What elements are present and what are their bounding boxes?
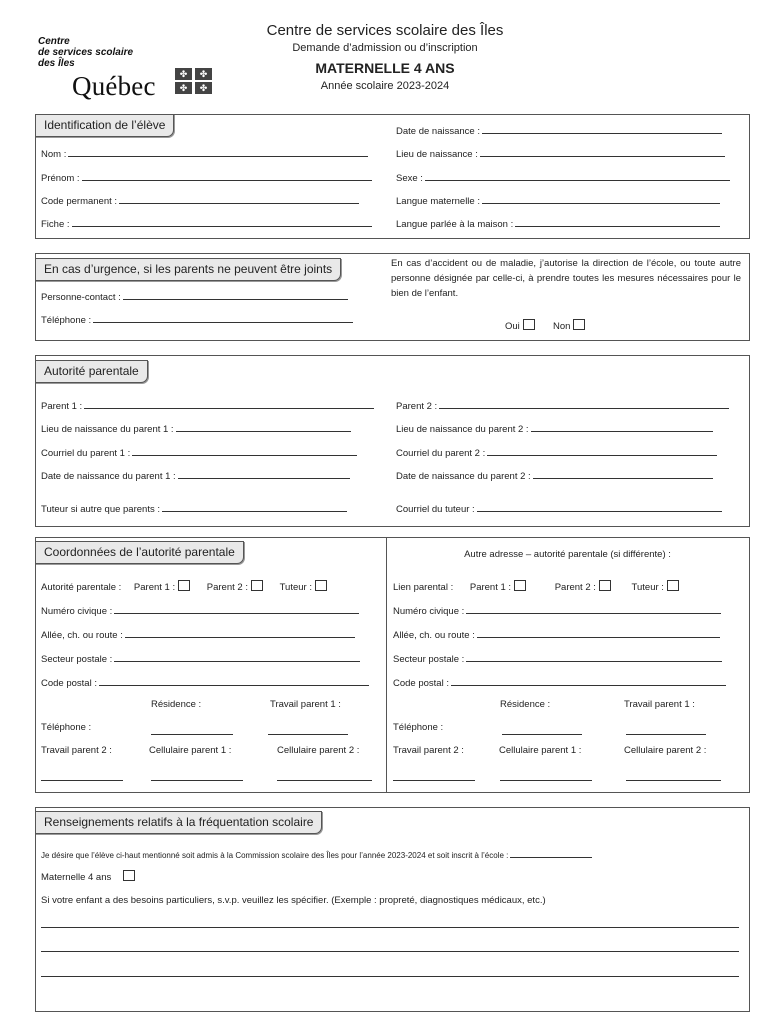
personne-contact-label: Personne-contact :	[41, 292, 121, 303]
autre-cellulaire-parent1-input[interactable]	[500, 780, 592, 781]
autre-residence-label: Résidence :	[500, 699, 551, 710]
autre-allee-field[interactable]	[393, 628, 720, 641]
prenom-field[interactable]	[41, 171, 372, 184]
non-label: Non	[553, 321, 571, 332]
autre-cellulaire-parent1-label: Cellulaire parent 1 :	[499, 745, 582, 756]
fiche-label: Fiche :	[41, 219, 70, 230]
telephone-urgence-field[interactable]	[41, 313, 353, 326]
maternelle-checkbox[interactable]	[41, 870, 135, 883]
telephone-urgence-label: Téléphone :	[41, 315, 92, 326]
besoins-line-3[interactable]	[41, 976, 739, 977]
autre-telephone-travail-parent1-input[interactable]	[626, 734, 706, 735]
autre-travail-parent1-label: Travail parent 1 :	[624, 699, 695, 710]
program-title: MATERNELLE 4 ANS	[315, 60, 455, 76]
lieu-parent1-label: Lieu de naissance du parent 1 :	[41, 424, 174, 435]
ecole-field[interactable]	[41, 850, 592, 860]
autre-numero-civique-field[interactable]	[393, 604, 721, 617]
parent2-field[interactable]	[396, 399, 729, 412]
courriel-parent2-label: Courriel du parent 2 :	[396, 448, 486, 459]
langue-maternelle-field[interactable]	[396, 194, 720, 207]
autre-cellulaire-parent2-label: Cellulaire parent 2 :	[624, 745, 707, 756]
autre-telephone-residence-input[interactable]	[502, 734, 582, 735]
urgence-tab: En cas d’urgence, si les parents ne peuvent être joints	[35, 258, 341, 281]
autre-secteur-field[interactable]	[393, 652, 722, 665]
non-checkbox[interactable]	[553, 319, 585, 332]
logo-line-2: de services scolaire	[38, 47, 134, 58]
autorite-parent1-label: Parent 1 :	[133, 582, 176, 593]
autre-telephone-label: Téléphone :	[393, 722, 444, 733]
lieu-parent2-field[interactable]	[396, 422, 713, 435]
quebec-wordmark: Québec	[72, 71, 156, 101]
personne-contact-field[interactable]	[41, 290, 348, 303]
autorite-parentale-label: Autorité parentale :	[41, 582, 122, 593]
parent2-label: Parent 2 :	[396, 401, 438, 412]
tuteur-field[interactable]	[41, 502, 347, 515]
courriel-parent2-field[interactable]	[396, 446, 717, 459]
code-postal-label: Code postal :	[41, 678, 97, 689]
desire-text: Je désire que l’élève ci-haut mentionné soit admis à la Commission scolaire des Îles pour l’année 2023-2024 et soit inscrit à l’école :	[41, 851, 509, 860]
lien-parent1-checkbox[interactable]	[470, 582, 526, 593]
autre-cellulaire-parent2-input[interactable]	[626, 780, 721, 781]
besoins-line-1[interactable]	[41, 927, 739, 928]
telephone-residence-input[interactable]	[151, 734, 233, 735]
logo-line-1: Centre	[38, 36, 70, 47]
lieu-naissance-label: Lieu de naissance :	[396, 149, 478, 160]
date-parent1-field[interactable]	[41, 469, 350, 482]
allee-field[interactable]	[41, 628, 355, 641]
sexe-field[interactable]	[396, 171, 730, 184]
tuteur-label: Tuteur si autre que parents :	[41, 504, 160, 515]
besoins-instructions: Si votre enfant a des besoins particuliers, s.v.p. veuillez les spécifier. (Exemple : propreté, diagnostiques médicaux, etc.)	[41, 895, 546, 906]
telephone-label: Téléphone :	[41, 722, 92, 733]
code-permanent-field[interactable]	[41, 194, 359, 207]
travail-parent2-label: Travail parent 2 :	[41, 745, 112, 756]
coordonnees-tab: Coordonnées de l’autorité parentale	[35, 541, 244, 564]
langue-maison-label: Langue parlée à la maison :	[396, 219, 514, 230]
secteur-label: Secteur postale :	[41, 654, 113, 665]
fiche-field[interactable]	[41, 217, 372, 230]
lien-parent2-label: Parent 2 :	[554, 582, 596, 593]
autre-secteur-label: Secteur postale :	[393, 654, 465, 665]
autorite-parent2-checkbox[interactable]	[207, 582, 263, 593]
autre-code-postal-label: Code postal :	[393, 678, 449, 689]
autorite-tab: Autorité parentale	[35, 360, 148, 383]
langue-maison-field[interactable]	[396, 217, 720, 230]
lien-parent2-checkbox[interactable]	[555, 582, 611, 593]
coordonnees-divider	[386, 537, 387, 792]
date-parent1-label: Date de naissance du parent 1 :	[41, 471, 176, 482]
lien-parental-row	[393, 580, 679, 593]
prenom-label: Prénom :	[41, 173, 80, 184]
nom-label: Nom :	[41, 149, 67, 160]
cellulaire-parent1-label: Cellulaire parent 1 :	[149, 745, 232, 756]
numero-civique-field[interactable]	[41, 604, 359, 617]
date-naissance-field[interactable]	[396, 124, 722, 137]
lieu-parent1-field[interactable]	[41, 422, 351, 435]
autorisation-text: En cas d’accident ou de maladie, j’autorise la direction de l’école, ou toute autre personne désignée par celle-ci, à prendre toutes les mesures nécessaires pour le bien de l’enfant.	[391, 258, 741, 299]
date-parent2-field[interactable]	[396, 469, 713, 482]
langue-maternelle-label: Langue maternelle :	[396, 196, 480, 207]
residence-label: Résidence :	[151, 699, 202, 710]
travail-parent1-label: Travail parent 1 :	[270, 699, 341, 710]
frequentation-tab: Renseignements relatifs à la fréquentation scolaire	[35, 811, 322, 834]
lien-tuteur-checkbox[interactable]	[632, 582, 679, 593]
code-postal-field[interactable]	[41, 676, 369, 689]
autre-code-postal-field[interactable]	[393, 676, 726, 689]
lien-parent1-label: Parent 1 :	[469, 582, 512, 593]
autorite-parentale-row	[41, 580, 327, 593]
school-year: Année scolaire 2023-2024	[320, 80, 450, 92]
cellulaire-parent2-label: Cellulaire parent 2 :	[277, 745, 360, 756]
identification-tab: Identification de l’élève	[35, 114, 174, 137]
maternelle-label: Maternelle 4 ans	[41, 872, 112, 883]
courriel-tuteur-label: Courriel du tuteur :	[396, 504, 475, 515]
besoins-line-2[interactable]	[41, 951, 739, 952]
organization-logo	[38, 36, 133, 69]
courriel-tuteur-field[interactable]	[396, 502, 722, 515]
date-parent2-label: Date de naissance du parent 2 :	[396, 471, 531, 482]
frequentation-section	[35, 807, 750, 1012]
autre-travail-parent2-input[interactable]	[393, 780, 475, 781]
autre-allee-label: Allée, ch. ou route :	[393, 630, 475, 641]
numero-civique-label: Numéro civique :	[41, 606, 113, 617]
document-title: Centre de services scolaire des Îles	[266, 22, 504, 39]
lieu-parent2-label: Lieu de naissance du parent 2 :	[396, 424, 529, 435]
sexe-label: Sexe :	[396, 173, 423, 184]
fleurdelise-flag-icon: ✤ ✤ ✤ ✤	[175, 68, 213, 94]
allee-label: Allée, ch. ou route :	[41, 630, 123, 641]
autorite-parent2-label: Parent 2 :	[206, 582, 248, 593]
date-naissance-label: Date de naissance :	[396, 126, 480, 137]
lien-parental-label: Lien parental :	[393, 582, 454, 593]
code-permanent-label: Code permanent :	[41, 196, 118, 207]
autorite-tuteur-checkbox[interactable]	[280, 582, 327, 593]
autorite-tuteur-label: Tuteur :	[279, 582, 312, 593]
oui-checkbox[interactable]	[505, 319, 535, 332]
autre-adresse-heading: Autre adresse – autorité parentale (si différente) :	[464, 549, 671, 560]
oui-label: Oui	[505, 321, 520, 332]
lieu-naissance-field[interactable]	[396, 147, 725, 160]
autre-travail-parent2-label: Travail parent 2 :	[393, 745, 464, 756]
lien-tuteur-label: Tuteur :	[631, 582, 664, 593]
secteur-field[interactable]	[41, 652, 360, 665]
courriel-parent1-label: Courriel du parent 1 :	[41, 448, 131, 459]
courriel-parent1-field[interactable]	[41, 446, 357, 459]
autorite-parent1-checkbox[interactable]	[134, 582, 190, 593]
parent1-label: Parent 1 :	[41, 401, 83, 412]
autre-numero-civique-label: Numéro civique :	[393, 606, 465, 617]
logo-line-3: des Îles	[38, 58, 75, 69]
cellulaire-parent1-input[interactable]	[151, 780, 243, 781]
nom-field[interactable]	[41, 147, 368, 160]
travail-parent2-input[interactable]	[41, 780, 123, 781]
document-subtitle: Demande d’admission ou d’inscription	[292, 42, 478, 54]
cellulaire-parent2-input[interactable]	[277, 780, 372, 781]
telephone-travail-parent1-input[interactable]	[268, 734, 348, 735]
parent1-field[interactable]	[41, 399, 374, 412]
